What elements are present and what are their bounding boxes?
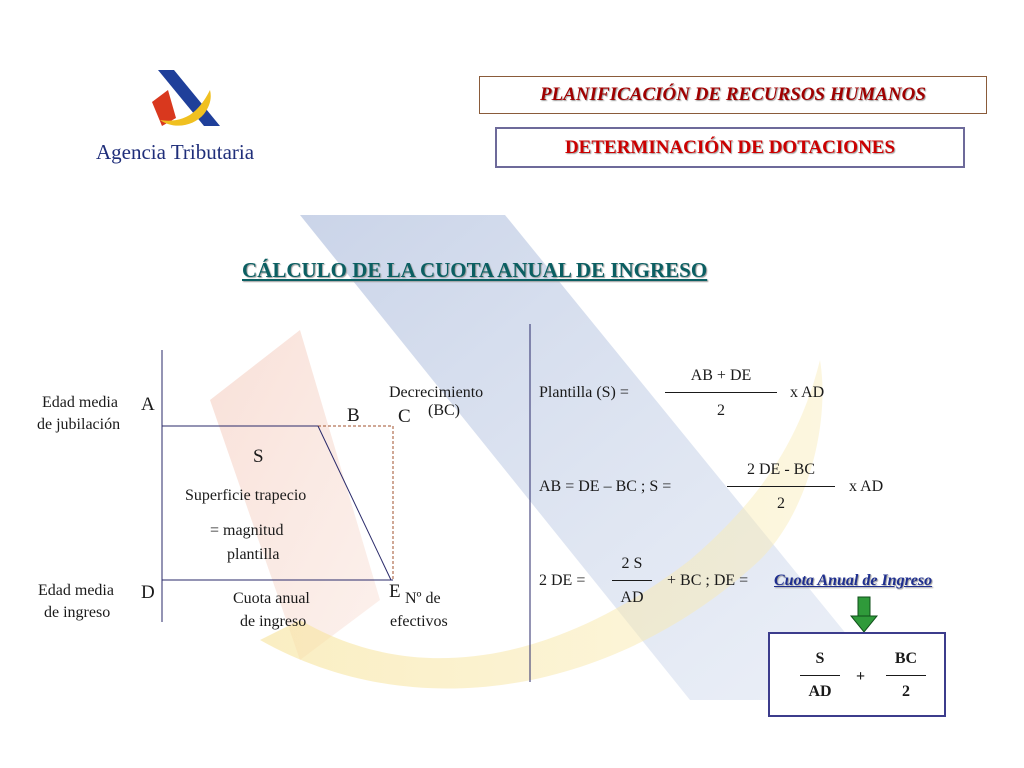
formula1-right: x AD	[790, 384, 825, 401]
area-letter: S	[253, 446, 264, 467]
formula3-left: 2 DE =	[539, 572, 586, 589]
decrease-label-1: Decrecimiento	[389, 384, 484, 401]
formula3-fraction-bar	[612, 580, 652, 581]
formula2-numerator: 2 DE - BC	[747, 461, 815, 478]
formula2-fraction-bar	[727, 486, 835, 487]
formula2-denominator: 2	[777, 495, 785, 512]
area-desc-1: Superficie trapecio	[185, 487, 307, 504]
quota-label-2: de ingreso	[240, 613, 307, 630]
point-a: A	[141, 394, 155, 415]
formula3-numerator: 2 S	[621, 555, 643, 572]
cuota-anual-link[interactable]: Cuota Anual de Ingreso	[774, 572, 933, 589]
planning-title: PLANIFICACIÓN DE RECURSOS HUMANOS	[540, 84, 926, 105]
point-b: B	[347, 405, 360, 426]
point-e: E	[389, 581, 401, 602]
entry-age-label-1: Edad media	[38, 582, 114, 599]
retirement-age-label-1: Edad media	[42, 394, 118, 411]
quota-label-1: Cuota anual	[233, 590, 310, 607]
result-formula-box	[768, 632, 946, 717]
area-desc-2: = magnitud	[210, 522, 284, 539]
agency-name: Agencia Tributaria	[96, 140, 255, 164]
entry-age-label-2: de ingreso	[44, 604, 111, 621]
retirement-age-label-2: de jubilación	[37, 416, 121, 433]
point-c: C	[398, 406, 411, 427]
result-denominator-1: AD	[808, 683, 832, 700]
formula2-right: x AD	[849, 478, 884, 495]
result-fraction-bar-1	[800, 675, 840, 676]
formula3-denominator: AD	[620, 589, 644, 606]
down-arrow-icon	[850, 596, 878, 634]
result-fraction-bar-2	[886, 675, 926, 676]
result-numerator-1: S	[815, 650, 825, 667]
section-title: DETERMINACIÓN DE DOTACIONES	[564, 136, 896, 158]
formula1-fraction-bar	[665, 392, 777, 393]
main-title: CÁLCULO DE LA CUOTA ANUAL DE INGRESO	[242, 258, 708, 282]
formula2-left: AB = DE – BC ; S =	[539, 478, 672, 495]
staff-count-label-2: efectivos	[390, 613, 448, 630]
staff-count-label-1: Nº de	[405, 590, 441, 607]
result-denominator-2: 2	[902, 683, 910, 700]
point-d: D	[141, 582, 155, 603]
result-plus: +	[856, 668, 866, 685]
formula1-numerator: AB + DE	[690, 367, 752, 384]
decrease-label-2: (BC)	[428, 402, 460, 419]
formula1-left: Plantilla (S) =	[539, 384, 629, 401]
area-desc-3: plantilla	[227, 546, 280, 563]
formula1-denominator: 2	[717, 402, 725, 419]
diagonal-be	[318, 426, 391, 580]
formula3-right: + BC ; DE =	[667, 572, 749, 589]
result-numerator-2: BC	[894, 650, 918, 667]
